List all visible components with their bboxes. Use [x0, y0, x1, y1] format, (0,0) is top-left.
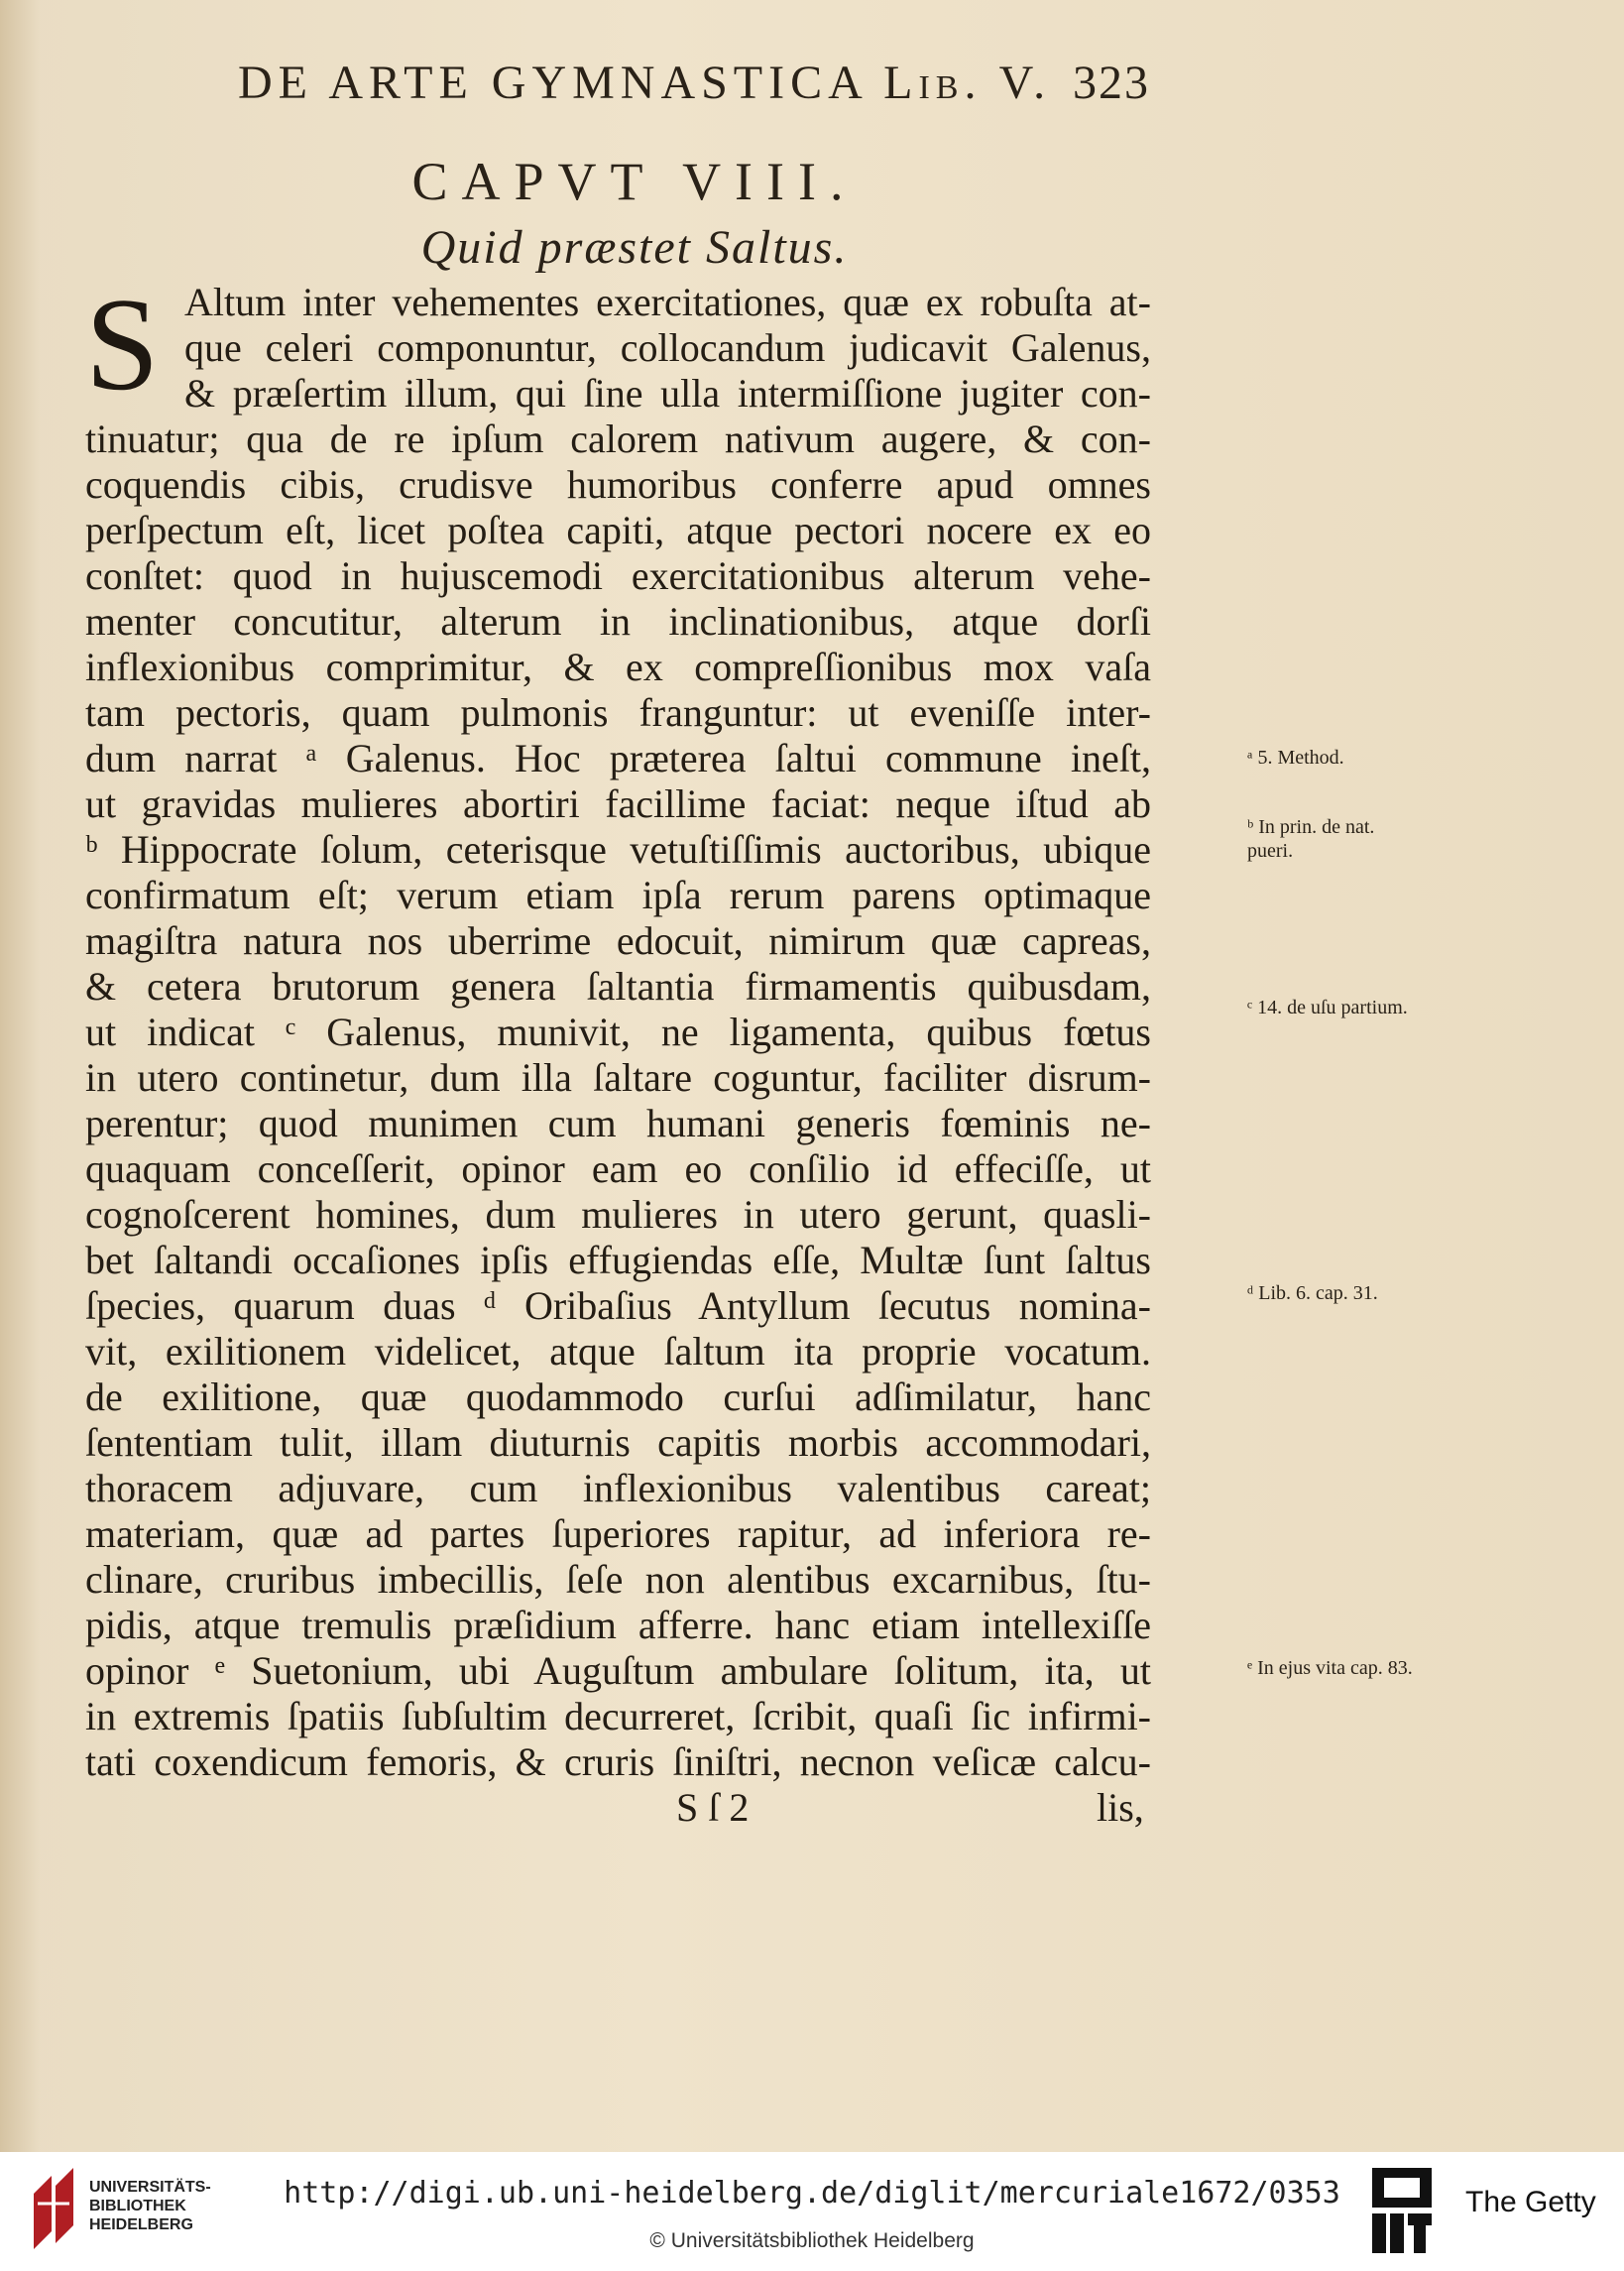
text-line: clinare, cruribus imbecillis, ſeſe non alentibus excarnibus, ſtu-: [85, 1557, 1151, 1602]
text-line: perentur; quod munimen cum humani generis fœminis ne-: [85, 1101, 1151, 1145]
text-line: dum narrat ᵃ Galenus. Hoc præterea ſaltui commune ineſt,: [85, 736, 1151, 780]
page-gutter-shadow: [0, 0, 40, 2152]
getty-logo-icon: [1370, 2166, 1434, 2257]
page-number: 323: [1073, 57, 1150, 109]
chapter-subtitle: Quid præstet Saltus.: [420, 221, 849, 274]
text-line: que celeri componuntur, collocandum judicavit Galenus,: [184, 325, 1151, 370]
text-line: conſtet: quod in hujuscemodi exercitationibus alterum vehe-: [85, 553, 1151, 598]
text-line: cognoſcerent homines, dum mulieres in utero gerunt, quasli-: [85, 1192, 1151, 1237]
text-line: bet ſaltandi occaſiones ipſis effugiendas eſſe, Multæ ſunt ſaltus: [85, 1238, 1151, 1282]
viewer-footer: [0, 2152, 1624, 2271]
catchword: lis,: [1097, 1785, 1144, 1830]
text-line: magiſtra natura nos uberrime edocuit, nimirum quæ capreas,: [85, 918, 1151, 963]
text-line: in utero continetur, dum illa ſaltare coguntur, faciliter disrum-: [85, 1055, 1151, 1100]
text-line: ut gravidas mulieres abortiri facillime faciat: neque iſtud ab: [85, 781, 1151, 826]
text-line: confirmatum eſt; verum etiam ipſa rerum parens optimaque: [85, 873, 1151, 917]
copyright-notice: © Universitätsbibliothek Heidelberg: [649, 2229, 975, 2252]
text-line: thoracem adjuvare, cum inflexionibus valentibus careat;: [85, 1466, 1151, 1510]
text-line: inflexionibus comprimitur, & ex compreſſionibus mox vaſa: [85, 645, 1151, 689]
text-line: tinuatur; qua de re ipſum calorem nativum augere, & con-: [85, 417, 1151, 461]
text-line: & cetera brutorum genera ſaltantia firmamentis quibusdam,: [85, 964, 1151, 1009]
running-header: [238, 56, 1150, 115]
text-line: coquendis cibis, crudisve humoribus conferre apud omnes: [85, 462, 1151, 507]
text-line: Altum inter vehementes exercitationes, quæ ex robuſta at-: [184, 280, 1151, 324]
margin-note: ᶜ 14. de uſu partium.: [1247, 997, 1408, 1018]
institution-name: UNIVERSITÄTS- BIBLIOTHEK HEIDELBERG: [89, 2179, 211, 2233]
margin-note: ᵃ 5. Method.: [1247, 747, 1344, 769]
text-line: tam pectoris, quam pulmonis franguntur: ut eveniſſe inter-: [85, 690, 1151, 735]
text-line: ſpecies, quarum duas ᵈ Oribaſius Antyllum ſecutus nomina-: [85, 1283, 1151, 1328]
drop-cap: S: [85, 271, 160, 418]
text-line: ſententiam tulit, illam diuturnis capitis morbis accommodari,: [85, 1420, 1151, 1465]
running-title: DE ARTE GYMNASTICA Lib. V.: [238, 57, 1052, 109]
margin-note: ᵈ Lib. 6. cap. 31.: [1247, 1282, 1378, 1304]
chapter-heading: CAPVT VIII.: [411, 152, 858, 211]
text-line: & præſertim illum, qui ſine ulla intermiſſione jugiter con-: [184, 371, 1151, 416]
text-line: materiam, quæ ad partes ſuperiores rapitur, ad inferiora re-: [85, 1511, 1151, 1556]
text-line: ᵇ Hippocrate ſolum, ceterisque vetuſtiſſimis auctoribus, ubique: [85, 827, 1151, 872]
text-line: perſpectum eſt, licet poſtea capiti, atque pectori nocere ex eo: [85, 508, 1151, 552]
signature-mark: S ſ 2: [676, 1785, 750, 1830]
text-line: menter concutitur, alterum in inclinationibus, atque dorſi: [85, 599, 1151, 644]
permalink-url[interactable]: http://digi.ub.uni-heidelberg.de/diglit/mercuriale1672/0353: [284, 2176, 1340, 2211]
text-line: quaquam conceſſerit, opinor eam eo conſilio id effeciſſe, ut: [85, 1146, 1151, 1191]
margin-note: ᵇ In prin. de nat. pueri.: [1247, 816, 1375, 862]
text-line: vit, exilitionem videlicet, atque ſaltum ita proprie vocatum.: [85, 1329, 1151, 1374]
margin-note: ᵉ In ejus vita cap. 83.: [1247, 1657, 1413, 1679]
getty-label: The Getty: [1465, 2186, 1596, 2218]
text-line: in extremis ſpatiis ſubſultim decurreret, ſcribit, quaſi ſic infirmi-: [85, 1694, 1151, 1738]
text-line: de exilitione, quæ quodammodo curſui adſimilatur, hanc: [85, 1375, 1151, 1419]
text-line: tati coxendicum femoris, & cruris ſiniſtri, necnon veſicæ calcu-: [85, 1739, 1151, 1784]
text-line: opinor ᵉ Suetonium, ubi Auguſtum ambulare ſolitum, ita, ut: [85, 1648, 1151, 1693]
text-line: pidis, atque tremulis præſidium afferre. hanc etiam intellexiſſe: [85, 1603, 1151, 1647]
text-line: ut indicat ᶜ Galenus, munivit, ne ligamenta, quibus fœtus: [85, 1010, 1151, 1054]
